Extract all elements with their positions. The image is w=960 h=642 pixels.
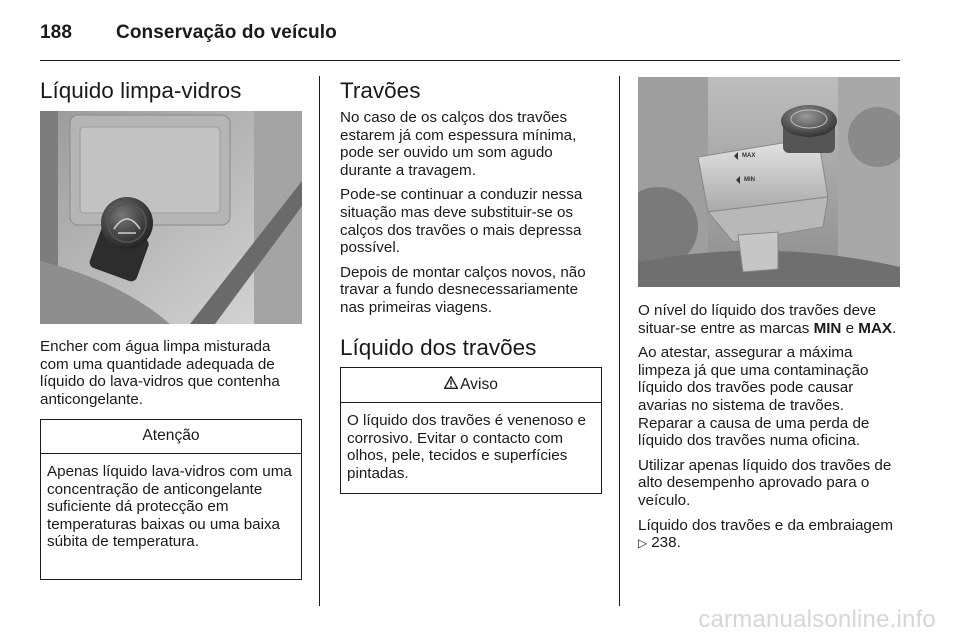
brake-reservoir-illustration [638, 77, 900, 287]
cross-reference [638, 517, 902, 553]
approved-fluid-paragraph: Utilizar apenas líquido dos travões de alto desempenho aprovado para o veículo. [638, 456, 892, 509]
min-label: MIN [813, 319, 842, 337]
right-column [638, 302, 902, 560]
warning-triangle-icon [444, 375, 458, 393]
attention-box [40, 419, 302, 580]
page-number: 188 [40, 22, 73, 43]
page-header [40, 22, 337, 44]
warning-title-row [341, 368, 601, 403]
arrow-reference-icon: ▷ [638, 536, 648, 551]
warning-text: O líquido dos travões é venenoso e corrosivo. Evitar o contacto com olhos, pele, tecidos e superfícies pintadas. [347, 412, 586, 482]
brake-reservoir-photo [638, 77, 900, 287]
section-title: Conservação do veículo [116, 22, 337, 43]
min-mark-label: MIN [744, 177, 755, 183]
brakes-paragraph-1: No caso de os calços dos travões estarem já com espessura mínima, pode ser ouvido um som agudo durante a travagem. [340, 109, 577, 179]
reference-text: Líquido dos travões e da embraiagem [638, 516, 893, 534]
max-mark-label: MAX [742, 153, 756, 159]
brakes-paragraph-2: Pode-se continuar a conduzir nessa situação mas deve substituir-se os calços dos travões o mais depressa possível. [340, 186, 583, 257]
brake-level-connector: e [841, 319, 859, 337]
brake-level-text: O nível do líquido dos travões deve situar-se entre as marcas [638, 302, 877, 337]
washer-reservoir-illustration [40, 111, 302, 324]
brake-fluid-heading-wrap [340, 335, 602, 361]
washer-reservoir-photo [40, 111, 302, 324]
warning-title: Aviso [460, 376, 498, 393]
brake-level-period: . [892, 319, 897, 337]
washer-fluid-paragraph: Encher com água limpa misturada com uma quantidade adequada de líquido do lava-vidros que contenha anticongelante. [40, 338, 280, 408]
header-rule [40, 60, 900, 61]
brakes-paragraph-3: Depois de montar calços novos, não travar a fundo desnecessariamente nas primeiras viagens. [340, 263, 586, 316]
left-column [40, 78, 302, 104]
left-text [40, 338, 302, 415]
brake-fluid-heading: Líquido dos travões [340, 335, 537, 360]
reference-page[interactable]: 238. [651, 534, 681, 552]
attention-title: Atenção [41, 420, 301, 454]
attention-text: Apenas líquido lava-vidros com uma concentração de anticongelante suficiente dá protecção em temperaturas baixas ou uma baixa súbita de temperatura. [47, 463, 292, 551]
refill-paragraph: Ao atestar, assegurar a máxima limpeza já que uma contaminação líquido dos travões pode causar avarias no sistema de travões. Reparar a causa de uma perda de líquido dos travões numa oficina. [638, 344, 870, 450]
warning-box [340, 367, 602, 494]
brake-level-paragraph [638, 302, 902, 337]
max-label: MAX [858, 319, 893, 337]
column-divider-1 [319, 76, 320, 606]
washer-fluid-heading: Líquido limpa-vidros [40, 78, 242, 103]
middle-column [340, 78, 602, 324]
brakes-heading: Travões [340, 78, 421, 103]
watermark: carmanualsonline.info [698, 606, 936, 633]
column-divider-2 [619, 76, 620, 606]
